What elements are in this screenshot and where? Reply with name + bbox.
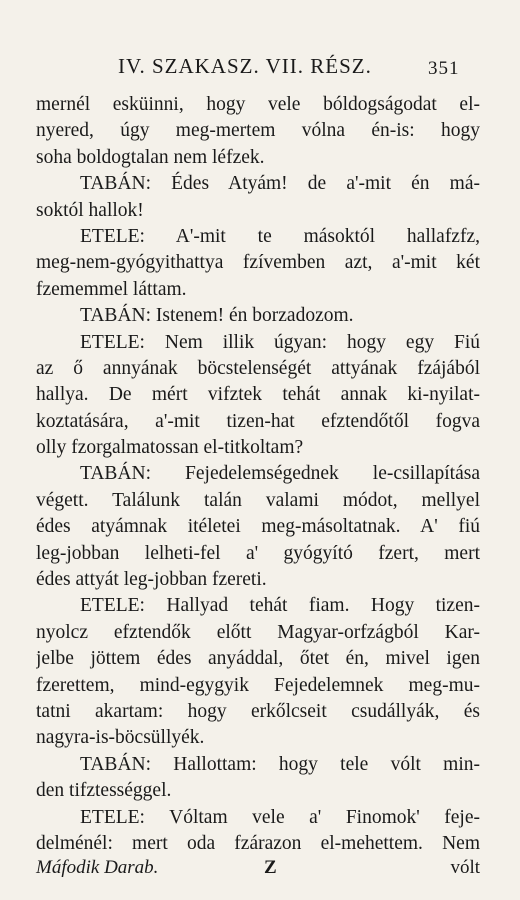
text-line: nyolcz efztendők előtt Magyar-orfzágból Kar- [36, 621, 480, 643]
text-line: meg-nem-gyógyithattya fzívemben azt, a'-mit két [36, 252, 480, 274]
page-number: 351 [428, 58, 460, 79]
running-title: IV. SZAKASZ. VII. RÉSZ. [118, 54, 372, 78]
page-footer [36, 857, 480, 883]
text-line: az ő annyának böcstelenségét attyának fzájából [36, 357, 480, 379]
text-line: delménél: mert oda fzárazon el-mehettem. Nem [36, 832, 480, 854]
text-line: olly fzorgalmatossan el-titkoltam? [36, 437, 304, 459]
volume-part-label: Máfodik Darab. [36, 857, 159, 878]
text-line: fzememmel láttam. [36, 278, 187, 300]
text-line: TABÁN: Fejedelemségednek le-csillapítása [80, 463, 480, 485]
text-line: ETELE: A'-mit te másoktól hallafzfz, [80, 225, 480, 247]
text-line: soktól hallok! [36, 199, 144, 221]
text-line: mernél esküinni, hogy vele bóldogságodat el- [36, 94, 480, 115]
text-line: ETELE: Nem illik úgyan: hogy egy Fiú [80, 331, 480, 353]
text-line: ETELE: Hallyad tehát fiam. Hogy tizen- [80, 595, 480, 617]
text-line: TABÁN: Édes Atyám! de a'-mit én má- [80, 173, 480, 195]
text-line: tatni akartam: hogy erkőlcseit csudállyák, és [36, 700, 480, 722]
text-line: leg-jobban lelheti-fel a' gyógyító fzert, mert [36, 542, 480, 564]
text-line: nagyra-is-böcsüllyék. [36, 727, 205, 749]
text-line: édes atyámnak itéletei meg-másoltatnak. A' fiú [36, 516, 480, 538]
text-line: TABÁN: Hallottam: hogy tele vólt min- [80, 753, 480, 775]
text-line: hallya. De mért vifztek tehát annak ki-nyilat- [36, 384, 480, 406]
text-line: édes attyát leg-jobban fzereti. [36, 569, 267, 591]
text-line: koztatására, a'-mit tizen-hat efztendőtől fogva [36, 410, 480, 432]
text-line: TABÁN: Istenem! én borzadozom. [80, 305, 354, 327]
text-line: den tifztességgel. [36, 780, 172, 802]
text-line: ETELE: Vóltam vele a' Finomok' feje- [80, 806, 480, 828]
text-line: nyered, úgy meg-mertem vólna én-is: hogy [36, 120, 480, 142]
text-line: fzerettem, mind-egygyik Fejedelemnek meg-mu- [36, 674, 480, 696]
text-line: jelbe jöttem édes anyáddal, őtet én, mivel igen [36, 648, 480, 670]
text-line: végett. Találunk talán valami módot, mellyel [36, 489, 480, 511]
body-text [36, 92, 480, 857]
signature-mark: Z [264, 857, 277, 878]
catchword: vólt [450, 857, 480, 878]
text-line: soha boldogtalan nem léfzek. [36, 146, 265, 168]
